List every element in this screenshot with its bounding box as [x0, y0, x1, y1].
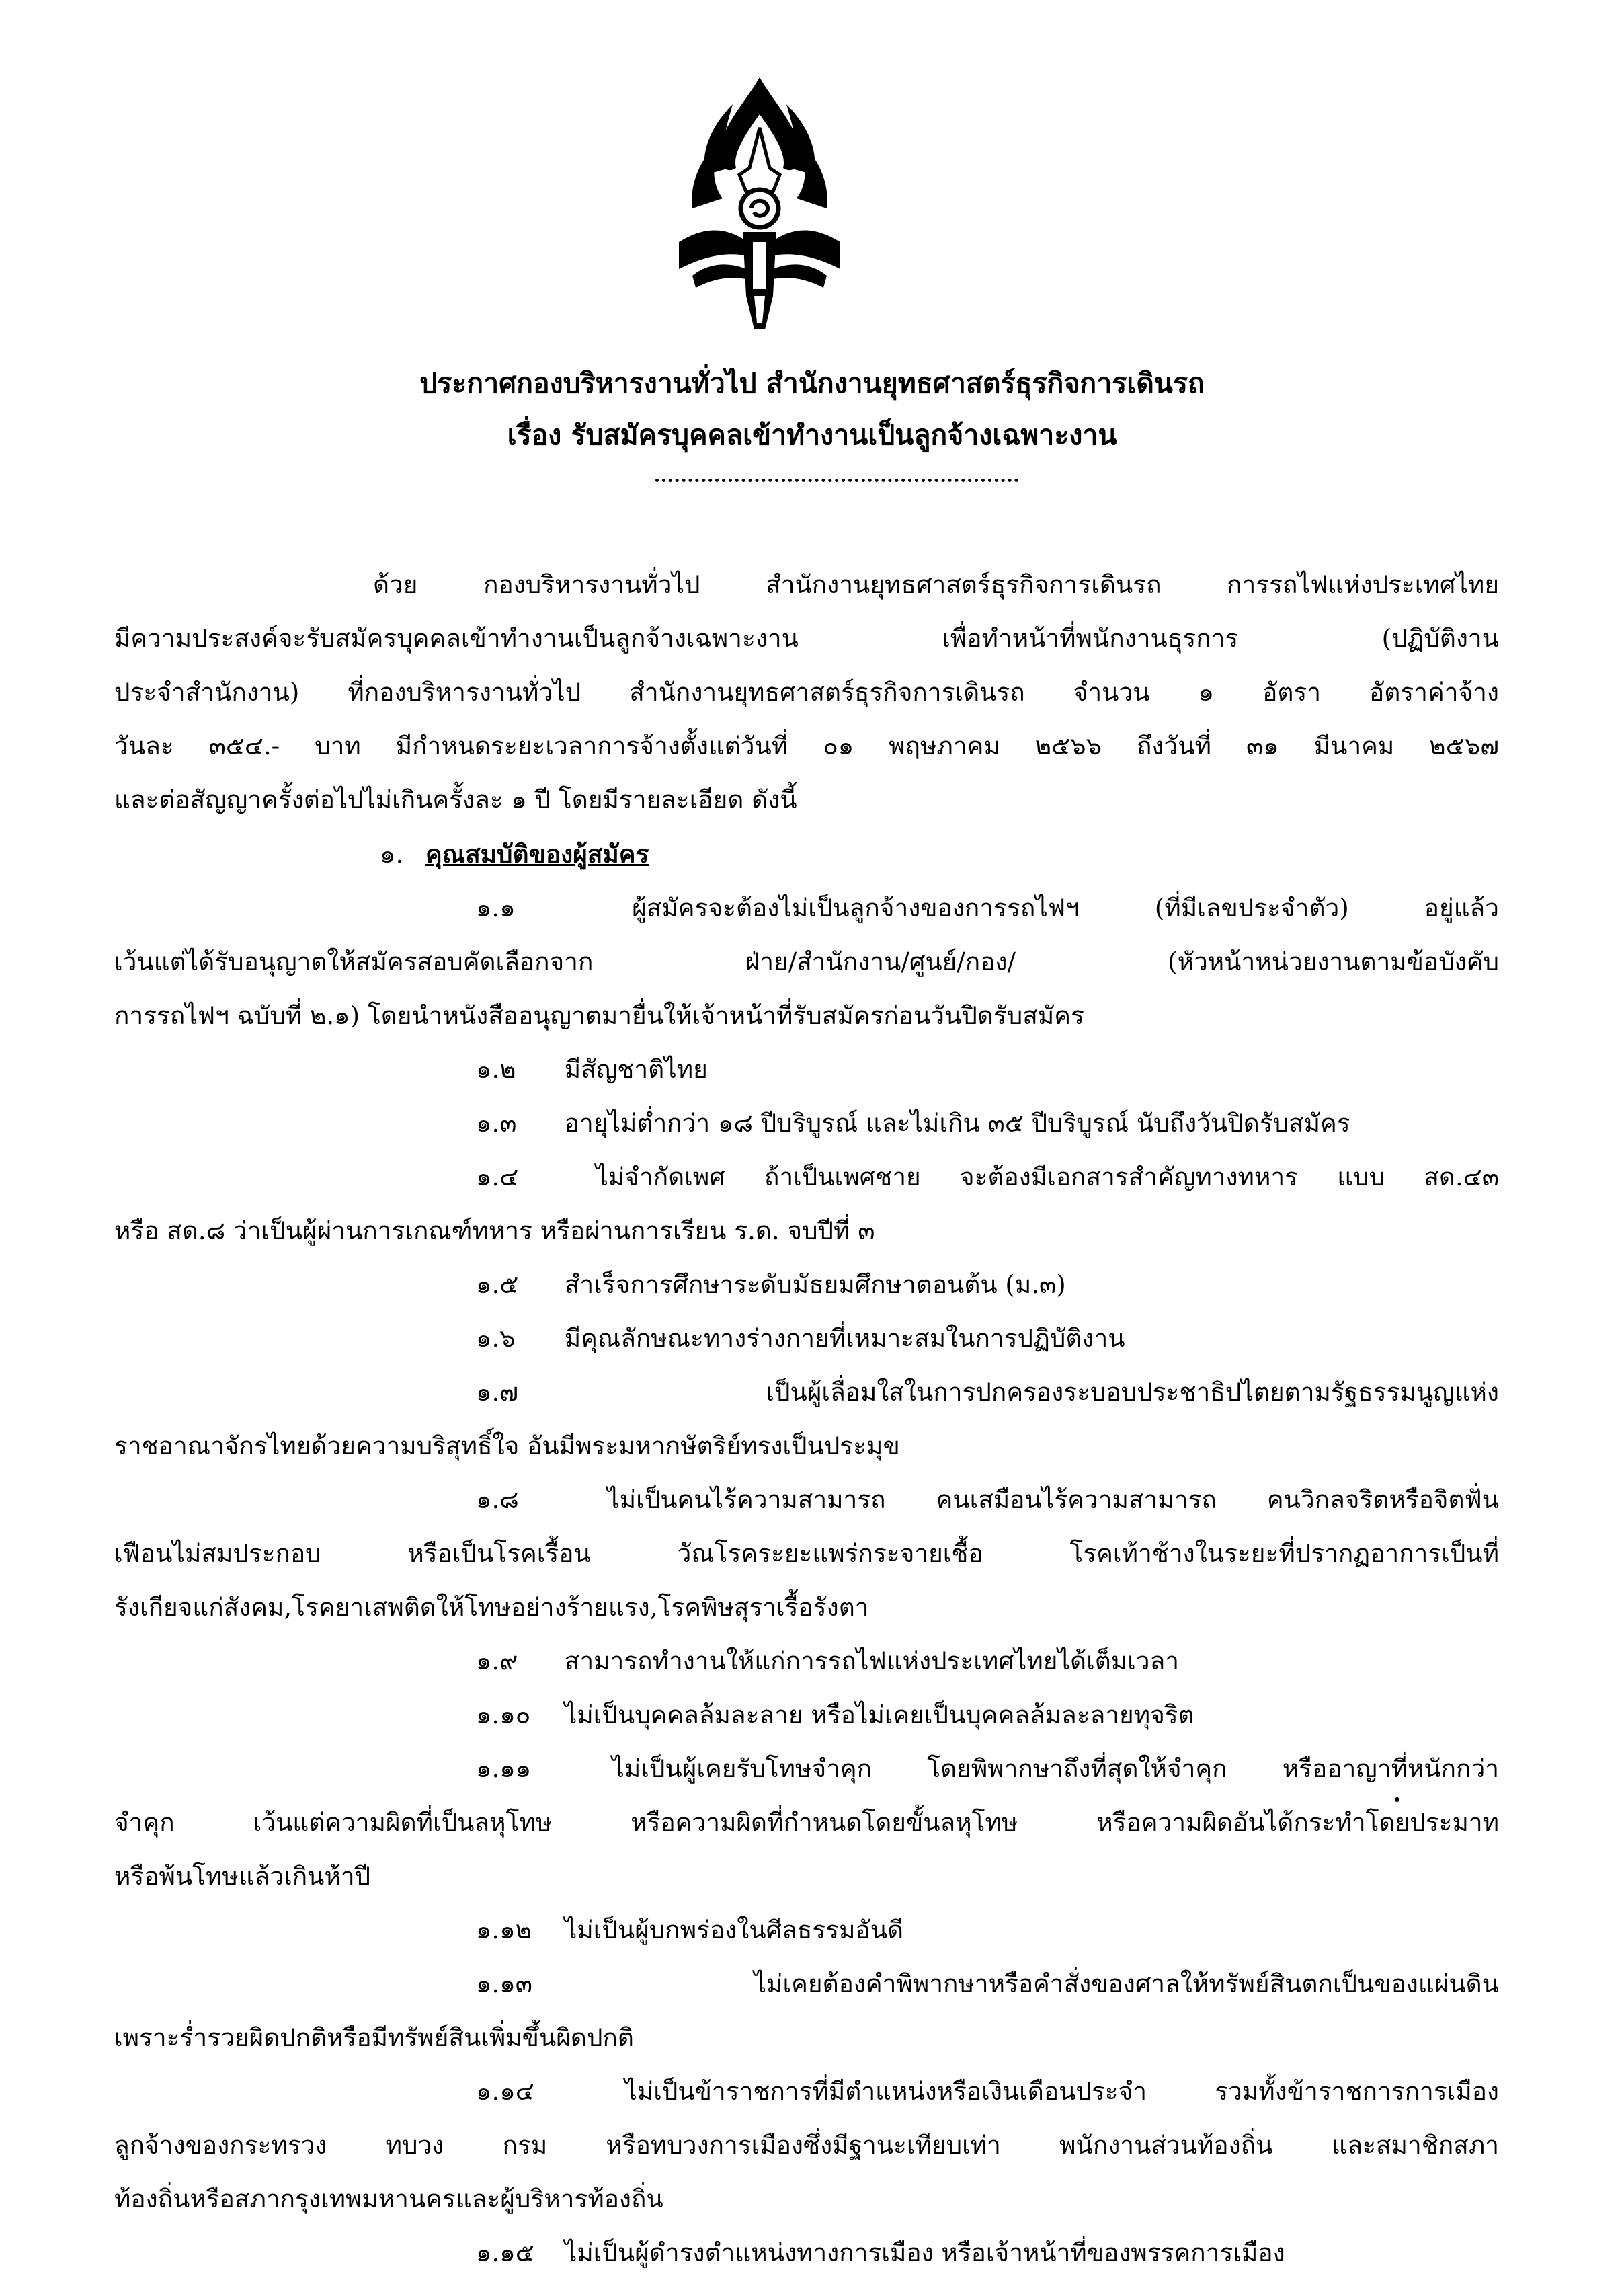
item-continuation: ท้องถิ่นหรือสภากรุงเทพมหานครและผู้บริหารท้องถิ่น	[114, 2185, 663, 2213]
item-continuation: รังเกียจแก่สังคม,โรคยาเสพติดให้โทษอย่างร้ายแรง,โรคพิษสุราเรื้อรังตา	[114, 1593, 869, 1622]
announcement-title: ประกาศกองบริหารงานทั่วไป สำนักงานยุทธศาสตร์ธุรกิจการเดินรถ	[419, 367, 1205, 399]
item-text: ไม่เป็นบุคคลล้มละลาย หรือไม่เคยเป็นบุคคลล้มละลายทุจริต	[564, 1700, 1194, 1729]
announcement-subject: เรื่อง รับสมัครบุคคลเข้าทำงานเป็นลูกจ้างเฉพาะงาน	[507, 419, 1117, 451]
item-continuation: เว้นแต่ได้รับอนุญาตให้สมัครสอบคัดเลือกจาก ฝ่าย/สำนักงาน/ศูนย์/กอง/ (หัวหน้าหน่วยงานตามข้อบังคับ	[114, 947, 1499, 976]
item-number: ๑.๘	[476, 1485, 519, 1514]
intro-line: มีความประสงค์จะรับสมัครบุคคลเข้าทำงานเป็นลูกจ้างเฉพาะงาน เพื่อทำหน้าที่พนักงานธุรการ (ปฏิบัติงาน	[114, 624, 1499, 653]
item-number: ๑.๑๐	[476, 1700, 531, 1729]
section-heading-text: คุณสมบัติของผู้สมัคร	[425, 839, 649, 869]
item-continuation: ราชอาณาจักรไทยด้วยความบริสุทธิ์ใจ อันมีพระมหากษัตริย์ทรงเป็นประมุข	[114, 1431, 900, 1460]
item-continuation: ลูกจ้างของกระทรวง ทบวง กรม หรือทบวงการเมืองซึ่งมีฐานะเทียบเท่า พนักงานส่วนท้องถิ่น และสมาชิกสภา	[114, 2131, 1499, 2160]
item-continuation: เพราะร่ำรวยผิดปกติหรือมีทรัพย์สินเพิ่มขึ้นผิดปกติ	[114, 2023, 634, 2052]
item-text: ไม่จำกัดเพศ ถ้าเป็นเพศชาย จะต้องมีเอกสารสำคัญทางทหาร แบบ สด.๔๓	[596, 1163, 1500, 1191]
item-number: ๑.๕	[476, 1270, 519, 1299]
list-item	[114, 1742, 1499, 1796]
item-number: ๑.๑	[476, 894, 516, 922]
item-text: ไม่เคยต้องคำพิพากษาหรือคำสั่งของศาลให้ทรัพย์สินตกเป็นของแผ่นดิน	[754, 1969, 1499, 1998]
item-text: เป็นผู้เลื่อมใสในการปกครองระบอบประชาธิปไตยตามรัฐธรรมนูญแห่ง	[766, 1378, 1499, 1407]
list-item	[114, 1312, 1499, 1366]
item-number: ๑.๒	[476, 1055, 516, 1084]
intro-line: ประจำสำนักงาน) ที่กองบริหารงานทั่วไป สำนักงานยุทธศาสตร์ธุรกิจการเดินรถ จำนวน ๑ อัตรา อัตราค่าจ้าง	[114, 678, 1499, 707]
item-number: ๑.๑๓	[476, 1969, 533, 1998]
item-text: ไม่เป็นคนไร้ความสามารถ คนเสมือนไร้ความสามารถ คนวิกลจริตหรือจิตฟั่น	[607, 1485, 1500, 1514]
item-continuation: หรือ สด.๘ ว่าเป็นผู้ผ่านการเกณฑ์ทหาร หรือผ่านการเรียน ร.ด. จบปีที่ ๓	[114, 1216, 875, 1245]
title-dotted-divider	[655, 479, 1018, 482]
list-item	[114, 1366, 1499, 1419]
item-number: ๑.๔	[476, 1163, 519, 1191]
list-item	[114, 2226, 1499, 2280]
list-item	[114, 1150, 1499, 1204]
item-text: ไม่เป็นผู้บกพร่องในศีลธรรมอันดี	[564, 1916, 904, 1944]
scan-speck	[1395, 1797, 1399, 1802]
list-item	[114, 1957, 1499, 2011]
announcement-body	[114, 558, 1499, 2280]
item-continuation: จำคุก เว้นแต่ความผิดที่เป็นลหุโทษ หรือความผิดที่กำหนดโดยขั้นลหุโทษ หรือความผิดอันได้กระทำโดยประมาท	[114, 1808, 1499, 1837]
item-number: ๑.๑๕	[476, 2238, 534, 2267]
list-item	[114, 1635, 1499, 1688]
item-text: ไม่เป็นผู้เคยรับโทษจำคุก โดยพิพากษาถึงที่สุดให้จำคุก หรืออาญาที่หนักกว่า	[612, 1754, 1499, 1783]
intro-line: ด้วย กองบริหารงานทั่วไป สำนักงานยุทธศาสตร์ธุรกิจการเดินรถ การรถไฟแห่งประเทศไทย	[373, 570, 1499, 599]
item-text: มีคุณลักษณะทางร่างกายที่เหมาะสมในการปฏิบัติงาน	[564, 1324, 1125, 1353]
item-text: สำเร็จการศึกษาระดับมัธยมศึกษาตอนต้น (ม.๓)	[564, 1270, 1066, 1299]
item-continuation: การรถไฟฯ ฉบับที่ ๒.๑) โดยนำหนังสืออนุญาตมายื่นให้เจ้าหน้าที่รับสมัครก่อนวันปิดรับสมัคร	[114, 1001, 1084, 1030]
item-number: ๑.๑๒	[476, 1916, 532, 1944]
item-text: ไม่เป็นผู้ดำรงตำแหน่งทางการเมือง หรือเจ้าหน้าที่ของพรรคการเมือง	[564, 2238, 1285, 2267]
list-item	[114, 1473, 1499, 1527]
item-number: ๑.๑๔	[476, 2077, 534, 2106]
intro-line: วันละ ๓๕๔.- บาท มีกำหนดระยะเวลาการจ้างตั้งแต่วันที่ ๐๑ พฤษภาคม ๒๕๖๖ ถึงวันที่ ๓๑ มีนาคม ๒๕๖๗	[114, 732, 1499, 760]
section-heading	[114, 827, 1499, 881]
item-continuation: หรือพ้นโทษแล้วเกินห้าปี	[114, 1862, 371, 1891]
intro-line: และต่อสัญญาครั้งต่อไปไม่เกินครั้งละ ๑ ปี โดยมีรายละเอียด ดังนี้	[114, 785, 797, 814]
item-number: ๑.๓	[476, 1109, 517, 1138]
item-text: ผู้สมัครจะต้องไม่เป็นลูกจ้างของการรถไฟฯ (ที่มีเลขประจำตัว) อยู่แล้ว	[632, 894, 1500, 922]
item-number: ๑.๗	[476, 1378, 519, 1407]
item-text: ไม่เป็นข้าราชการที่มีตำแหน่งหรือเงินเดือนประจำ รวมทั้งข้าราชการการเมือง	[624, 2077, 1500, 2106]
list-item	[114, 1258, 1499, 1312]
item-text: อายุไม่ต่ำกว่า ๑๘ ปีบริบูรณ์ และไม่เกิน ๓๕ ปีบริบูรณ์ นับถึงวันปิดรับสมัคร	[564, 1109, 1350, 1138]
list-item	[114, 1903, 1499, 1957]
list-item	[114, 1097, 1499, 1150]
item-text: มีสัญชาติไทย	[564, 1055, 708, 1084]
list-item	[114, 881, 1499, 935]
item-number: ๑.๖	[476, 1324, 516, 1353]
state-railway-garuda-emblem-icon	[679, 74, 840, 333]
item-number: ๑.๑๑	[476, 1754, 532, 1783]
item-continuation: เฟือนไม่สมประกอบ หรือเป็นโรคเรื้อน วัณโรคระยะแพร่กระจายเชื้อ โรคเท้าช้างในระยะที่ปรากฏอาการเป็นที่	[114, 1539, 1499, 1568]
section-number: ๑.	[380, 840, 404, 869]
list-item	[114, 2065, 1499, 2119]
list-item	[114, 1688, 1499, 1742]
list-item	[114, 1043, 1499, 1097]
item-text: สามารถทำงานให้แก่การรถไฟแห่งประเทศไทยได้เต็มเวลา	[564, 1647, 1180, 1676]
item-number: ๑.๙	[476, 1647, 518, 1676]
